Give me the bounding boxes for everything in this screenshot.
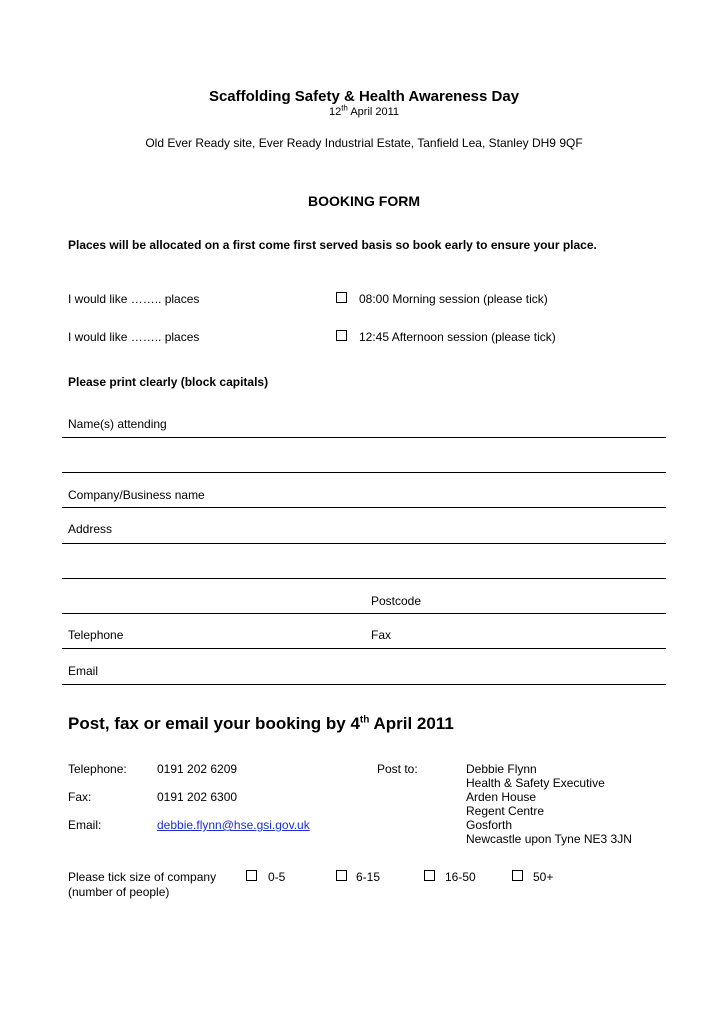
size-6-15-label: 6-15 [356, 870, 381, 884]
event-title: Scaffolding Safety & Health Awareness Day [208, 88, 520, 105]
address-line-2[interactable] [62, 578, 666, 579]
event-venue: Old Ever Ready site, Ever Ready Industrial Estate, Tanfield Lea, Stanley DH9 9QF [145, 136, 583, 150]
post-address-line-3: Arden House [466, 790, 537, 804]
allocation-notice: Places will be allocated on a first come first served basis so book early to ensure your place. [68, 238, 597, 252]
post-address-line-6: Newcastle upon Tyne NE3 3JN [466, 832, 632, 846]
post-address-line-2: Health & Safety Executive [466, 776, 605, 790]
company-size-sublabel: (number of people) [68, 885, 170, 899]
contact-fax-label: Fax: [68, 790, 92, 804]
form-title: BOOKING FORM [308, 193, 420, 209]
postcode-label: Postcode [371, 594, 422, 608]
size-50-plus-checkbox[interactable] [512, 870, 523, 881]
post-address-line-4: Regent Centre [466, 804, 545, 818]
size-16-50-checkbox[interactable] [424, 870, 435, 881]
post-to-label: Post to: [377, 762, 418, 776]
company-name-label: Company/Business name [68, 488, 205, 502]
size-0-5-label: 0-5 [268, 870, 286, 884]
names-attending-label: Name(s) attending [68, 417, 167, 431]
morning-session-checkbox[interactable] [336, 292, 347, 303]
size-0-5-checkbox[interactable] [246, 870, 257, 881]
email-label: Email [68, 664, 99, 678]
post-address-line-1: Debbie Flynn [466, 762, 537, 776]
booking-deadline: Post, fax or email your booking by 4th April 2011 [68, 714, 454, 733]
size-16-50-label: 16-50 [445, 870, 476, 884]
telephone-fax-line[interactable] [62, 648, 666, 649]
company-size-label: Please tick size of company [68, 870, 217, 884]
morning-session-label: 08:00 Morning session (please tick) [359, 292, 548, 306]
contact-telephone-label: Telephone: [68, 762, 127, 776]
contact-email-label: Email: [68, 818, 102, 832]
address-label: Address [68, 522, 113, 536]
afternoon-session-label: 12:45 Afternoon session (please tick) [359, 330, 556, 344]
contact-telephone-value: 0191 202 6209 [157, 762, 238, 776]
postcode-line[interactable] [62, 613, 666, 614]
names-line-2[interactable] [62, 472, 666, 473]
names-line-1[interactable] [62, 437, 666, 438]
morning-places-label: I would like …….. places [68, 292, 200, 306]
event-date: 12th April 2011 [328, 103, 400, 118]
size-6-15-checkbox[interactable] [336, 870, 347, 881]
size-50-plus-label: 50+ [533, 870, 554, 884]
telephone-label: Telephone [68, 628, 124, 642]
company-line[interactable] [62, 507, 666, 508]
contact-fax-value: 0191 202 6300 [157, 790, 238, 804]
email-line[interactable] [62, 684, 666, 685]
post-address-line-5: Gosforth [466, 818, 513, 832]
fax-label: Fax [371, 628, 392, 642]
afternoon-session-checkbox[interactable] [336, 330, 347, 341]
address-line-1[interactable] [62, 543, 666, 544]
contact-email-link[interactable]: debbie.flynn@hse.gsi.gov.uk [157, 818, 310, 832]
print-clearly-note: Please print clearly (block capitals) [68, 375, 269, 389]
afternoon-places-label: I would like …….. places [68, 330, 200, 344]
